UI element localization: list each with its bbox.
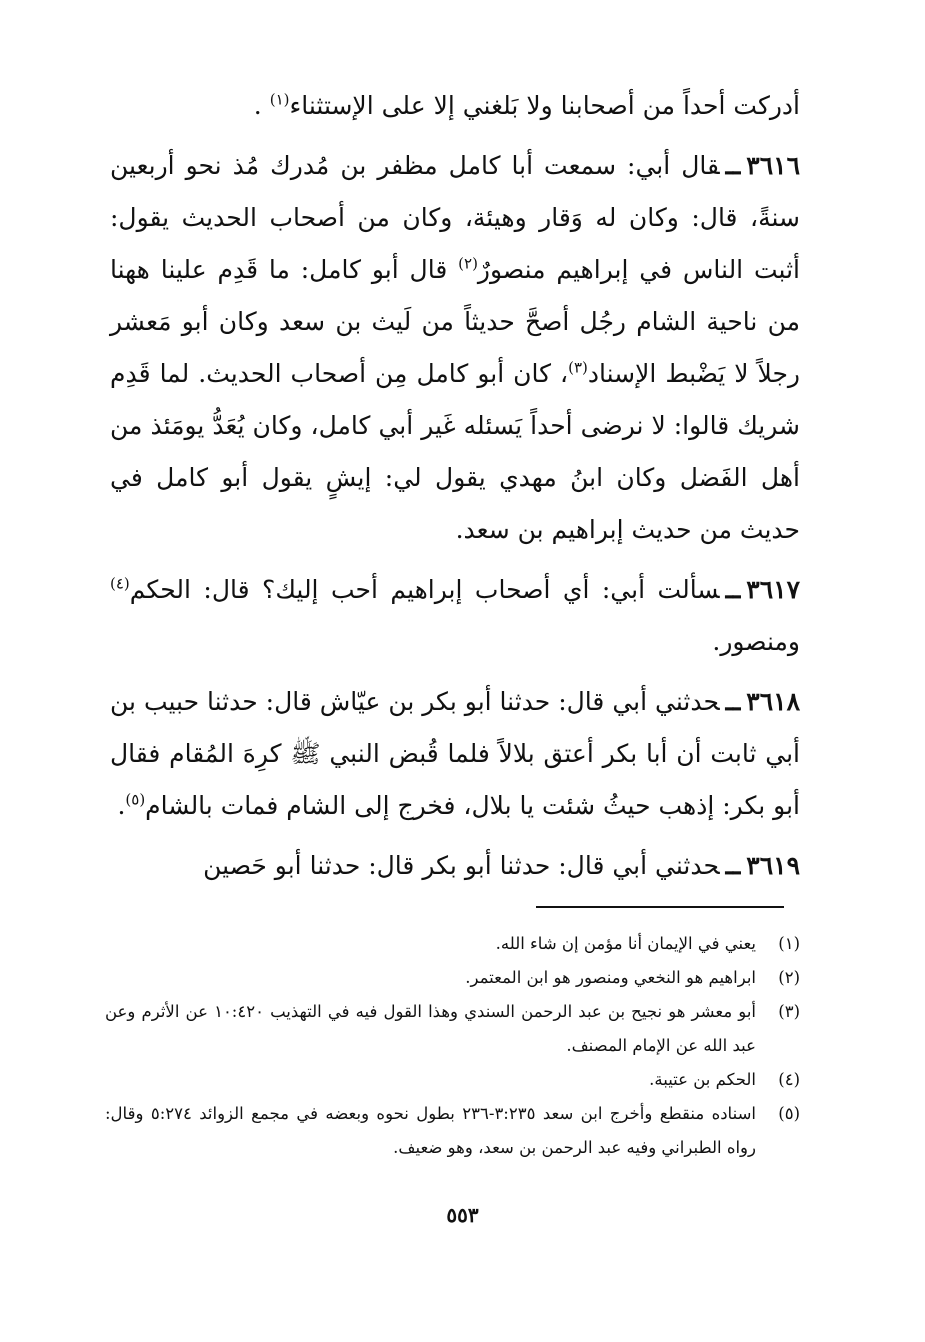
footnote-ref-4: (٤)	[110, 574, 130, 593]
paragraph-3617	[110, 564, 800, 668]
paragraph-text: ، كان أبو كامل مِن أصحاب الحديث. لما قَدِم شريك قالوا: لا نرضى أحداً يَسئله غَير أبي كامل، وكان يُعَدُّ يومَئذ من أهل الفَضل وكان ابنُ مهدي يقول لي: إيشٍ يقول أبو كامل في حديث من حديث إبراهيم بن سعد.	[110, 359, 800, 544]
entry-number: ٣٦١٨	[746, 687, 800, 716]
paragraph-3616	[110, 140, 800, 556]
footnote-text: أبو معشر هو نجيح بن عبد الرحمن السندي وهذا القول فيه في التهذيب ١٠:٤٢٠ عن الأثرم وعن عبد الله عن الإمام المصنف.	[105, 1002, 756, 1055]
paragraph-text: أدركت أحداً من أصحابنا ولا بَلغني إلا على الإستثناء	[289, 91, 800, 120]
paragraph-text: ومنصور.	[712, 627, 800, 656]
main-text	[110, 80, 800, 900]
footnote-number: (٤)	[778, 1070, 800, 1089]
footnote-ref-1: (١)	[269, 90, 290, 109]
footnote-ref-2: (٢)	[458, 254, 478, 273]
footnote-item	[105, 1097, 800, 1165]
footnote-number: (٥)	[778, 1104, 800, 1123]
entry-number: ٣٦١٩	[746, 851, 800, 880]
entry-dash: ــ	[725, 575, 741, 604]
entry-number: ٣٦١٧	[746, 575, 800, 604]
footnote-number: (٢)	[778, 968, 800, 987]
footnote-ref-3: (٣)	[568, 358, 588, 377]
footnote-text: ابراهيم هو النخعي ومنصور هو ابن المعتمر.	[465, 968, 756, 987]
footnote-separator	[536, 906, 784, 908]
footnote-item	[105, 1063, 800, 1097]
footnote-ref-5: (٥)	[125, 790, 146, 809]
footnote-text: اسناده منقطع وأخرج ابن سعد ٣:٢٣٥-٢٣٦ بطول نحوه وبعضه في مجمع الزوائد ٥:٢٧٤ وقال: رواه الطبراني وفيه عبد الرحمن بن سعد، وهو ضعيف.	[105, 1104, 756, 1157]
footnotes	[105, 927, 800, 1165]
footnote-text: الحكم بن عتيبة.	[649, 1070, 756, 1089]
paragraph-text: قال أبو كامل: ما قَدِم علينا ههنا من ناحية الشام رجُل أصحَّ حديثاً من لَيث بن سعد وكان أبو مَعشر رجلاً لا يَضْبط الإسناد	[110, 255, 800, 388]
paragraph-text: قال أبي: سمعت أبا كامل مظفر بن مُدرك مُذ نحو أربعين سنةً، قال: وكان له وَقار وهيئة، وكان من أصحاب الحديث يقول: أثبت الناس في إبراهيم منصورٌ	[110, 151, 800, 284]
paragraph-continuation	[110, 80, 800, 132]
entry-dash: ــ	[725, 851, 741, 880]
footnote-number: (١)	[778, 934, 800, 953]
entry-dash: ــ	[725, 151, 741, 180]
footnote-number: (٣)	[778, 1002, 800, 1021]
footnote-item	[105, 927, 800, 961]
paragraph-text: حدثني أبي قال: حدثنا أبو بكر بن عيّاش قال: حدثنا حبيب بن أبي ثابت أن أبا بكر أعتق بلالاً فلما قُبض النبي ﷺ كرِهَ المُقام فقال أبو بكر: إذهب حيثُ شئت يا بلال، فخرج إلى الشام فمات بالشام	[110, 687, 800, 820]
footnote-item	[105, 961, 800, 995]
paragraph-text: حدثني أبي قال: حدثنا أبو بكر قال: حدثنا أبو حَصين	[203, 851, 720, 880]
paragraph-3619	[110, 840, 800, 892]
entry-number: ٣٦١٦	[746, 151, 800, 180]
paragraph-end: .	[253, 91, 270, 120]
footnote-item	[105, 995, 800, 1063]
entry-dash: ــ	[725, 687, 741, 716]
page-number: ٥٥٣	[446, 1203, 479, 1227]
paragraph-3618	[110, 676, 800, 832]
paragraph-text: سألت أبي: أي أصحاب إبراهيم أحب إليك؟ قال: الحكم	[129, 575, 720, 604]
paragraph-text: .	[117, 791, 126, 820]
footnote-text: يعني في الإيمان أنا مؤمن إن شاء الله.	[495, 934, 756, 953]
